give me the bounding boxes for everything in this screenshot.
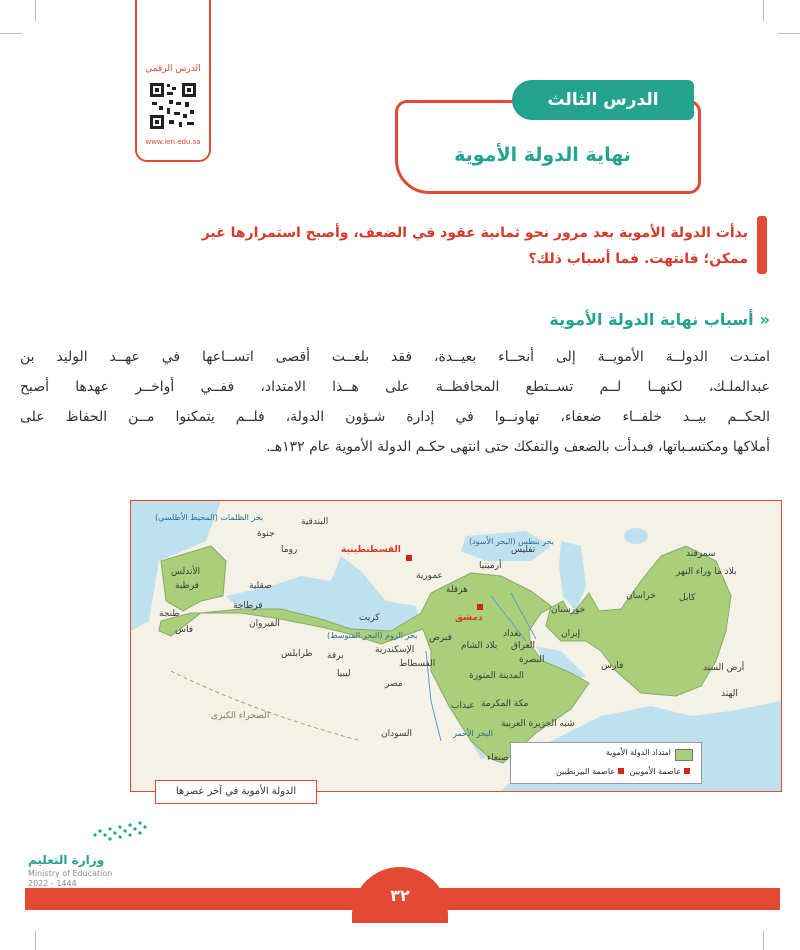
map-label: كريت xyxy=(359,613,380,623)
intro-question xyxy=(200,220,748,272)
map-label: عيذاب xyxy=(451,701,475,711)
map-caption: الدولة الأموية في آخر عصرها xyxy=(155,780,317,804)
paragraph-line: امتـدت الدولــة الأمويــة إلى أنحــاء بعيــدة، فقد بلغــت أقصى اتســاعها في عهــد الوليد بن xyxy=(20,349,770,365)
map-label: فارس xyxy=(601,661,624,671)
legend-umayyad-capital: عاصمة الأمويين xyxy=(629,767,681,776)
ministry-name: وزارة التعليم xyxy=(28,853,105,867)
intro-line: بدأت الدولة الأموية بعد مرور نحو ثمانية عقود في الضعف، وأصبح استمرارها غير xyxy=(201,225,748,241)
map-label: إيران xyxy=(561,629,581,639)
map-label: خراسان xyxy=(626,591,656,601)
map-label: برقة xyxy=(327,651,344,661)
lesson-title: نهاية الدولة الأموية xyxy=(454,144,631,166)
map-label: طرابلس xyxy=(281,649,313,659)
paragraph-line: أملاكها ومكتسـباتها، فبـدأت بالضعف والتفكك حتى انتهى حكـم الدولة الأموية عام ١٣٢هـ. xyxy=(266,439,770,455)
legend-extent: امتداد الدولة الأموية xyxy=(605,748,671,757)
ministry-dots-icon xyxy=(90,815,150,845)
map-label: فاس xyxy=(175,625,194,635)
lesson-number-tab: الدرس الثالث xyxy=(512,80,694,120)
map-label: البصرة xyxy=(519,655,545,665)
double-chevron-icon: « xyxy=(759,310,770,329)
capital-marker-icon xyxy=(618,768,624,774)
crop-mark xyxy=(35,930,36,950)
map-label: بحر الروم (البحر المتوسط) xyxy=(327,631,418,640)
crop-mark xyxy=(763,930,764,950)
map-label: مكة المكرمة xyxy=(481,699,529,709)
map-label: تفليس xyxy=(511,545,536,555)
map-label: أرمينيا xyxy=(479,561,502,571)
capital-marker-icon xyxy=(684,768,690,774)
section-heading xyxy=(380,310,770,329)
qr-code-icon[interactable] xyxy=(149,82,197,130)
digital-lesson-tab xyxy=(135,0,211,162)
map-label: الفسطاط xyxy=(399,659,436,669)
map-label: الإسكندرية xyxy=(375,645,415,655)
crop-mark xyxy=(0,33,22,34)
map-label: الهند xyxy=(721,689,738,699)
paragraph-line: الحكــم بيــد خلفــاء ضعفاء، تهاونــوا في إدارة شـؤون الدولة، فلــم يتمكنوا مــن الحفاظ على xyxy=(20,409,770,425)
map-label: البحر الأحمر xyxy=(453,729,493,738)
map-label: خوزستان xyxy=(551,605,586,615)
ministry-name-en: Ministry of Education xyxy=(28,869,113,878)
map-label: أرض السند xyxy=(703,663,745,673)
map-label: ليبيا xyxy=(337,669,351,679)
map-label: القيروان xyxy=(249,619,280,629)
map-label: العراق xyxy=(511,641,536,651)
map-label: جنوة xyxy=(257,529,275,539)
map-legend xyxy=(510,742,702,784)
map-label: بلاد الشام xyxy=(461,641,498,651)
crop-mark xyxy=(763,0,764,22)
map-label: طنجة xyxy=(159,609,180,619)
paragraph-line: عبدالملـك، لكنهــا لــم تســتطع المحافظــة على هــذا الامتداد، ففــي أواخــر عهدها أصبح xyxy=(20,379,770,395)
map-label: البندقية xyxy=(301,517,329,527)
map-label: السودان xyxy=(381,729,413,739)
map-label: صقلية xyxy=(249,581,272,591)
section-paragraph xyxy=(20,342,770,462)
map-label: بحر بنطس (البحر الأسود) xyxy=(469,537,554,546)
map-label: بغداد xyxy=(503,629,522,639)
map-label: كابل xyxy=(679,593,696,603)
qr-url[interactable]: www.ien.edu.sa xyxy=(145,138,201,146)
map-label: بحر الظلمات (المحيط الأطلسي) xyxy=(155,513,264,522)
map-label: المدينة المنورة xyxy=(469,671,524,681)
digital-lesson-label: الدرس الرقمي xyxy=(145,64,201,74)
map-label: القسطنطينية xyxy=(341,545,401,555)
map-label: بلاد ما وراء النهر xyxy=(676,567,737,577)
intro-accent-bar xyxy=(757,216,767,274)
map-label: قبرص xyxy=(429,633,452,643)
map-label: دمشق xyxy=(455,613,483,623)
legend-capitals xyxy=(556,767,693,776)
map-label: الصحراء الكبرى xyxy=(211,711,270,721)
crop-mark xyxy=(778,33,800,34)
map-label: شبه الجزيرة العربية xyxy=(501,719,575,729)
legend-swatch xyxy=(675,749,693,761)
crop-mark xyxy=(35,0,36,22)
map-label: هرقلة xyxy=(446,585,468,595)
map-label: مصر xyxy=(385,679,403,689)
edition-year: 2022 - 1444 xyxy=(28,879,77,888)
legend-byzantine-capital: عاصمة البيزنطيين xyxy=(555,767,616,776)
section-heading-text: أسباب نهاية الدولة الأموية xyxy=(549,310,754,329)
map-label: سمرقند xyxy=(686,549,716,559)
map-label: قرطاجة xyxy=(233,601,263,611)
map-label: الأندلس xyxy=(171,567,201,577)
map-label: صنعاء xyxy=(487,753,509,763)
intro-line: ممكن؛ فانتهت. فما أسباب ذلك؟ xyxy=(528,251,748,267)
page-number: ٣٢ xyxy=(352,867,448,923)
map-label: روما xyxy=(281,545,298,555)
map-label: قرطبة xyxy=(175,581,199,591)
map-label: عمورية xyxy=(416,571,443,581)
